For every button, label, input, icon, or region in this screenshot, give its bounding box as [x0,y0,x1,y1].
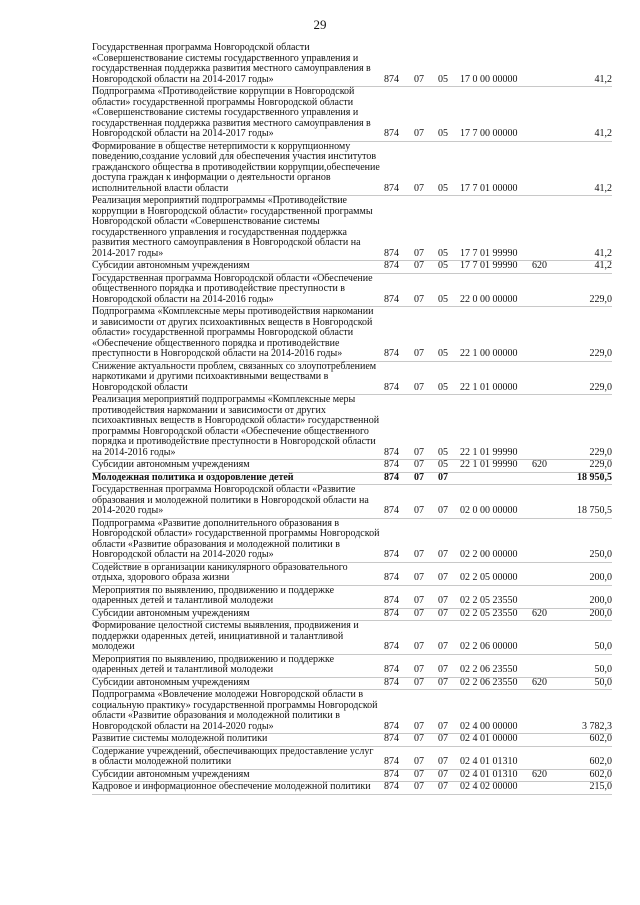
row-code: 874 [384,381,399,393]
table-row [92,734,612,747]
row-expense-type: 620 [532,607,547,619]
row-target-article: 02 4 01 01310 [460,768,518,780]
row-code: 874 [384,664,399,675]
row-code: 874 [384,572,399,583]
row-section: 07 [414,572,424,583]
row-amount: 229,0 [589,459,612,470]
row-name: Государственная программа Новгородской области «Совершенствование системы государственного управления и государственная поддержка развития местного самоуправления в Новгородской области на 2014-2017 годы» [92,42,371,85]
row-section: 07 [414,471,424,483]
row-amount: 229,0 [589,446,612,458]
table-row [92,87,612,142]
row-subsection: 07 [438,733,448,744]
row-target-article: 22 1 01 99990 [460,459,518,470]
row-name: Реализация мероприятий подпрограммы «Противодействие коррупции в Новгородской области» государственной программы Новгородской области «Совершенствование системы государственного управления и государственная поддержка развития местного самоуправления в Новгородской области на 2014-2017 годы» [92,195,373,259]
row-target-article: 22 1 00 00000 [460,348,518,359]
row-code: 874 [384,260,399,271]
row-target-article: 22 1 01 99990 [460,446,518,458]
row-code: 874 [384,73,399,85]
row-subsection: 05 [438,182,448,194]
row-code: 874 [384,641,399,652]
row-expense-type: 620 [532,676,547,688]
budget-table [92,43,612,795]
table-row [92,142,612,197]
row-target-article: 17 0 00 00000 [460,73,518,85]
row-target-article: 02 4 01 01310 [460,756,518,767]
row-code: 874 [384,182,399,194]
row-code: 874 [384,595,399,606]
row-name: Кадровое и информационное обеспечение молодежной политики [92,781,371,792]
row-name: Подпрограмма «Вовлечение молодежи Новгородской области в социальную практику» государственной программы Новгородской области «Развитие образования и молодежной политики в Новгородской области на 2014-2020 годы» [92,689,378,732]
row-subsection: 07 [438,720,448,732]
row-amount: 50,0 [594,664,612,675]
row-target-article: 02 4 00 00000 [460,720,518,732]
row-amount: 200,0 [589,607,612,619]
row-section: 07 [414,607,424,619]
row-amount: 602,0 [589,733,612,744]
table-row [92,261,612,274]
row-name: Субсидии автономным учреждениям [92,607,250,619]
row-subsection: 07 [438,549,448,560]
row-name: Субсидии автономным учреждениям [92,459,250,470]
row-section: 07 [414,459,424,470]
row-target-article: 02 2 06 23550 [460,676,518,688]
row-amount: 18 950,5 [577,471,612,483]
row-section: 07 [414,247,424,259]
row-target-article: 17 7 01 99990 [460,247,518,259]
row-section: 07 [414,293,424,305]
row-section: 07 [414,720,424,732]
row-name: Субсидии автономным учреждениям [92,260,250,271]
row-amount: 229,0 [589,381,612,393]
row-subsection: 05 [438,381,448,393]
table-row [92,485,612,519]
row-code: 874 [384,446,399,458]
row-subsection: 05 [438,73,448,85]
row-subsection: 07 [438,676,448,688]
row-subsection: 07 [438,641,448,652]
row-amount: 50,0 [594,641,612,652]
row-target-article: 02 2 05 23550 [460,607,518,619]
table-row [92,395,612,460]
row-subsection: 07 [438,607,448,619]
row-code: 874 [384,768,399,780]
row-section: 07 [414,768,424,780]
row-section: 07 [414,381,424,393]
row-amount: 3 782,3 [582,720,612,732]
table-row [92,563,612,586]
row-target-article: 02 4 01 00000 [460,733,518,744]
row-name: Мероприятия по выявлению, продвижению и поддержке одаренных детей и талантливой молодежи [92,653,335,675]
row-name: Содержание учреждений, обеспечивающих предоставление услуг в области молодежной политики [92,745,374,767]
row-amount: 41,2 [594,73,612,85]
row-section: 07 [414,446,424,458]
row-amount: 41,2 [594,182,612,194]
row-target-article: 22 1 01 00000 [460,381,518,393]
row-section: 07 [414,260,424,271]
row-amount: 229,0 [589,348,612,359]
row-amount: 41,2 [594,260,612,271]
row-code: 874 [384,293,399,305]
table-row [92,307,612,362]
table-row [92,621,612,655]
row-code: 874 [384,720,399,732]
row-code: 874 [384,607,399,619]
row-target-article: 02 2 06 00000 [460,641,518,652]
row-amount: 50,0 [594,676,612,688]
row-subsection: 05 [438,446,448,458]
row-expense-type: 620 [532,260,547,271]
row-subsection: 05 [438,459,448,470]
row-target-article: 17 7 01 99990 [460,260,518,271]
row-subsection: 05 [438,348,448,359]
row-name: Субсидии автономным учреждениям [92,768,250,780]
row-section: 07 [414,676,424,688]
row-amount: 200,0 [589,572,612,583]
row-amount: 41,2 [594,128,612,139]
row-subsection: 07 [438,664,448,675]
row-name: Государственная программа Новгородской области «Обеспечение общественного порядка и противодействие преступности в Новгородской области на 2014-2016 годы» [92,272,373,305]
row-amount: 215,0 [589,781,612,792]
row-subsection: 05 [438,247,448,259]
row-name: Подпрограмма «Противодействие коррупции в Новгородской области» государственной программы Новгородской области «Совершенствование системы государственного управления и государственная поддержка развития местного самоуправления в Новгородской области на 2014-2017 годы» [92,86,371,139]
row-subsection: 05 [438,128,448,139]
row-section: 07 [414,595,424,606]
row-target-article: 02 2 06 23550 [460,664,518,675]
table-row [92,362,612,396]
table-row [92,43,612,87]
table-row [92,690,612,734]
page-number: 29 [313,17,327,32]
row-code: 874 [384,505,399,516]
row-subsection: 07 [438,781,448,792]
row-subsection: 07 [438,572,448,583]
table-row [92,586,612,609]
row-code: 874 [384,781,399,792]
row-section: 07 [414,756,424,767]
row-subsection: 07 [438,471,448,483]
row-code: 874 [384,676,399,688]
row-code: 874 [384,549,399,560]
row-code: 874 [384,756,399,767]
row-name: Развитие системы молодежной политики [92,733,268,744]
row-name: Снижение актуальности проблем, связанных со злоупотреблением наркотиками и другими психоактивными веществами в Новгородской области [92,360,377,393]
row-section: 07 [414,348,424,359]
table-row [92,782,612,795]
row-amount: 602,0 [589,768,612,780]
row-section: 07 [414,182,424,194]
row-code: 874 [384,459,399,470]
row-name: Субсидии автономным учреждениям [92,676,250,688]
row-target-article: 02 0 00 00000 [460,505,518,516]
row-name: Подпрограмма «Комплексные меры противодействия наркомании и зависимости от других психоактивных веществ в Новгородской области» государственной программы Новгородской области «Обеспечение общественного порядка и противодействие преступности в Новгородской области на 2014-2016 годы» [92,306,374,359]
table-row [92,196,612,261]
row-target-article: 02 4 02 00000 [460,781,518,792]
row-section: 07 [414,641,424,652]
row-name: Содействие в организации каникулярного образовательного отдыха, здорового образа жизни [92,561,348,583]
table-row [92,747,612,770]
table-row [92,655,612,678]
row-code: 874 [384,733,399,744]
row-name: Формирование в обществе нетерпимости к коррупционному поведению,создание условий для обеспечения участия институтов гражданского общества в противодействии коррупции,обеспечение доступа граждан к информации о деятельности органов исполнительной власти области [92,140,380,194]
row-expense-type: 620 [532,459,547,470]
row-name: Государственная программа Новгородской области «Развитие образования и молодежной политики в Новгородской области на 2014-2020 годы» [92,484,369,516]
row-amount: 18 750,5 [577,505,612,516]
row-name: Молодежная политика и оздоровление детей [92,471,294,483]
row-amount: 229,0 [589,293,612,305]
row-amount: 602,0 [589,756,612,767]
row-subsection: 07 [438,756,448,767]
table-row [92,519,612,563]
row-name: Подпрограмма «Развитие дополнительного образования в Новгородской области» государственной программы Новгородской области «Развитие образования и молодежной политики в Новгородской области на 2014-2020 годы» [92,517,380,560]
row-name: Реализация мероприятий подпрограммы «Комплексные меры противодействия наркомании и зависимости от других психоактивных веществ в Новгородской области» государственной программы Новгородской области «Обеспечение общественного порядка и противодействие преступности в Новгородской области на 2014-2016 годы» [92,394,380,458]
row-section: 07 [414,549,424,560]
row-section: 07 [414,664,424,675]
row-target-article: 02 2 05 00000 [460,572,518,583]
table-row [92,274,612,308]
row-code: 874 [384,471,399,483]
table-row [92,460,612,473]
row-section: 07 [414,73,424,85]
row-section: 07 [414,733,424,744]
row-subsection: 07 [438,595,448,606]
row-code: 874 [384,128,399,139]
row-subsection: 05 [438,260,448,271]
row-amount: 200,0 [589,595,612,606]
row-target-article: 17 7 00 00000 [460,128,518,139]
row-code: 874 [384,247,399,259]
row-target-article: 02 2 00 00000 [460,549,518,560]
row-amount: 41,2 [594,247,612,259]
row-name: Мероприятия по выявлению, продвижению и поддержке одаренных детей и талантливой молодежи [92,584,335,606]
row-amount: 250,0 [589,549,612,560]
row-target-article: 17 7 01 00000 [460,182,518,194]
row-subsection: 07 [438,505,448,516]
row-expense-type: 620 [532,768,547,780]
row-target-article: 22 0 00 00000 [460,293,518,305]
row-section: 07 [414,781,424,792]
row-section: 07 [414,128,424,139]
row-subsection: 07 [438,768,448,780]
row-section: 07 [414,505,424,516]
row-subsection: 05 [438,293,448,305]
row-name: Формирование целостной системы выявления, продвижения и поддержки одаренных детей, инициативной и талантливой молодежи [92,620,359,652]
row-target-article: 02 2 05 23550 [460,595,518,606]
row-code: 874 [384,348,399,359]
